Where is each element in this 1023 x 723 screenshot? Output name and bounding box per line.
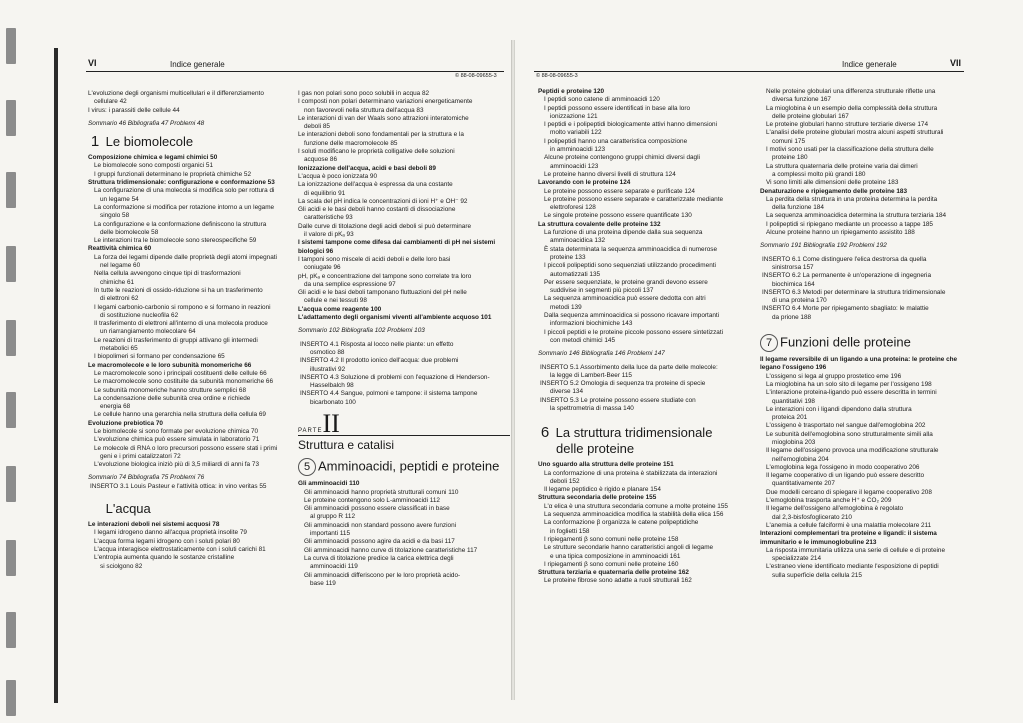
- toc-entry: I gas non polari sono poco solubili in acqua 82: [298, 90, 430, 97]
- chapter-7-heading: [760, 334, 965, 352]
- toc-entry-continuation: importanti 115: [310, 530, 351, 538]
- toc-section-heading: Composizione chimica e legami chimici 50: [88, 154, 218, 162]
- toc-entry-continuation: comuni 175: [772, 137, 806, 145]
- toc-entry: I peptidi e i polipeptidi biologicamente attivi hanno dimensioni: [544, 121, 718, 129]
- toc-entry-continuation: chimiche 61: [100, 278, 135, 286]
- toc-entry: La conformazione di una proteina è stabilizzata da interazioni: [544, 469, 718, 477]
- toc-entry: La sequenza amminoacidica determina la struttura terziaria 184: [766, 212, 947, 220]
- toc-entry: I biopolimeri si formano per condensazione 65: [94, 353, 225, 361]
- toc-entry: Il legame dell'ossigeno all'emoglobina è regolato: [766, 505, 904, 513]
- toc-entry-continuation: ionizzazione 121: [550, 112, 598, 120]
- chapter-6-entries: [538, 461, 750, 585]
- toc-entry: L'ossigeno si lega al gruppo prostetico eme 196: [766, 372, 902, 380]
- toc-entry: Nelle proteine globulari una differenza strutturale riflette una: [766, 88, 936, 95]
- toc-entry: I peptidi possono essere identificati in base alla loro: [544, 104, 691, 112]
- chapter-title: Funzioni delle proteine: [780, 334, 911, 350]
- toc-entry: L'acqua forma legami idrogeno con i soluti polari 80: [94, 537, 240, 545]
- right-column-2: [760, 88, 965, 580]
- chapter-number-circle: 7: [760, 334, 778, 352]
- toc-entry: L'anemia a cellule falciformi è una malattia molecolare 211: [766, 521, 932, 529]
- toc-entry: Alcune proteine hanno un ripiegamento assistito 188: [766, 229, 915, 237]
- toc-entry-continuation: amminoacidi 123: [550, 162, 599, 170]
- toc-section-heading: L'adattamento degli organismi viventi all'ambiente acquoso 101: [298, 314, 492, 322]
- toc-entry-continuation: specializzate 214: [772, 555, 822, 563]
- toc-entry-continuation: quantitativamente 207: [772, 480, 835, 488]
- toc-entry-continuation: la spettrometria di massa 140: [550, 404, 634, 412]
- toc-entry-continuation: geni e i primi catalizzatori 72: [100, 452, 181, 460]
- toc-entry: I tamponi sono miscele di acidi deboli e delle loro basi: [298, 255, 451, 263]
- toc-summary-line: Sommario 191 Bibliografia 192 Problemi 192: [760, 242, 887, 250]
- toc-section-heading: Il legame reversibile di un ligando a una proteina: le proteine che: [760, 356, 958, 364]
- toc-summary-line: Sommario 146 Bibliografia 146 Problemi 147: [538, 350, 665, 358]
- toc-entry-continuation: amminoacidica 132: [550, 237, 606, 245]
- toc-entry: Le interazioni di van der Waals sono attrazioni interatomiche: [298, 114, 469, 122]
- toc-entry-continuation: delle proteine globulari 167: [772, 112, 849, 120]
- toc-entry: La mioglobina ha un solo sito di legame per l'ossigeno 198: [766, 380, 932, 388]
- toc-entry: Vi sono limiti alle dimensioni delle proteine 183: [766, 179, 899, 187]
- chapter-7-entries: [760, 356, 965, 580]
- left-column-1: [88, 90, 283, 571]
- toc-summary-line: Sommario 102 Bibliografia 102 Problemi 103: [298, 327, 425, 335]
- toc-entry: La conformazione β organizza le catene polipeptidiche: [544, 519, 699, 527]
- toc-entry: La configurazione di una molecola si modifica solo per rottura di: [94, 187, 275, 195]
- toc-entry-continuation: proteine 133: [550, 253, 586, 261]
- toc-entry: Le subunità monomeriche hanno strutture semplici 68: [94, 386, 247, 394]
- toc-entry-continuation: molto variabili 122: [550, 129, 602, 137]
- toc-entry-continuation: automatizzati 135: [550, 270, 601, 278]
- right-page-number: VII: [950, 58, 962, 68]
- toc-entry-continuation: energia 68: [100, 403, 131, 411]
- toc-entry: Gli acidi e le basi deboli tamponano fluttuazioni del pH nelle: [298, 289, 467, 297]
- page-edge: [54, 48, 58, 703]
- toc-section-heading: Denaturazione e ripiegamento delle proteine 183: [760, 187, 908, 195]
- toc-entry: Le proteine fibrose sono adatte a ruoli strutturali 162: [544, 577, 692, 585]
- toc-entry: Il legame peptidico è rigido e planare 154: [544, 486, 661, 494]
- toc-entry: funzione delle macromolecole 85: [304, 139, 398, 147]
- toc-inserto-entry: INSERTO 6.4 Morte per ripiegamento sbagliato: le malattie: [762, 305, 929, 313]
- toc-section-heading: Lavorando con le proteine 124: [538, 179, 631, 187]
- toc-entry: pH, pKₐ e concentrazione del tampone sono correlate tra loro: [298, 272, 472, 280]
- toc-entry: La sequenza amminoacidica modifica la stabilità della elica 156: [544, 511, 724, 519]
- toc-entry: La conformazione si modifica per rotazione intorno a un legame: [94, 203, 275, 211]
- toc-entry-continuation: in amminoacidi 123: [550, 146, 606, 154]
- toc-entry: caratteristiche 93: [304, 214, 353, 222]
- toc-entry-continuation: di sostituzione nucleofila 62: [100, 311, 179, 319]
- toc-entry-continuation: amminoacidi 119: [310, 563, 358, 571]
- chapter-title: Le biomolecole: [105, 134, 194, 150]
- toc-inserto-entry: INSERTO 6.2 La permanente è un'operazione di ingegneria: [762, 272, 932, 280]
- toc-entry: Le singole proteine possono essere quantificate 130: [544, 212, 692, 220]
- toc-entry: acquose 86: [304, 156, 338, 164]
- toc-entry: L'evoluzione degli organismi multicellulari e il differenziamento: [88, 90, 264, 97]
- toc-entry: I peptidi sono catene di amminoacidi 120: [544, 96, 660, 104]
- right-running-head: Indice generale: [842, 60, 897, 69]
- toc-entry-continuation: si sciolgono 82: [100, 562, 143, 570]
- toc-entry: Gli amminoacidi hanno curve di titolazione caratteristiche 117: [304, 546, 478, 554]
- toc-entry: Dalla sequenza amminoacidica si possono ricavare importanti: [544, 312, 720, 320]
- left-isbn: © 88-08-09655-3: [455, 73, 497, 79]
- toc-entry: I ripiegamenti β sono comuni nelle proteine 158: [544, 535, 679, 543]
- toc-entry: Le proteine possono essere separate e caratterizzate mediante: [544, 195, 724, 203]
- toc-entry-continuation: di elettroni 62: [100, 295, 139, 303]
- toc-entry: Le proteine possono essere separate e purificate 124: [544, 187, 695, 195]
- toc-entry: La curva di titolazione predice la carica elettrica degli: [304, 554, 454, 562]
- toc-entry: I legami carbonio-carbonio si rompono e si formano in reazioni: [94, 303, 271, 311]
- left-header-rule: [86, 71, 504, 72]
- toc-entry-continuation: la legge di Lambert-Beer 115: [550, 371, 632, 379]
- water-chapter-heading: [88, 501, 283, 517]
- toc-section-heading: Struttura terziaria e quaternaria delle proteine 162: [538, 569, 689, 577]
- right-column-1: [538, 88, 750, 586]
- toc-entry-continuation: nell'emoglobina 204: [772, 455, 829, 463]
- toc-entry-continuation: suddivise in segmenti più piccoli 137: [550, 287, 654, 295]
- toc-entry-continuation: osmotico 88: [310, 348, 345, 356]
- toc-section-heading: immunitario e le immunoglobuline 213: [760, 538, 877, 546]
- chapter-5-entries: [298, 480, 510, 588]
- toc-entry: deboli 85: [304, 123, 330, 131]
- toc-section-heading: Peptidi e proteine 120: [538, 88, 605, 95]
- toc-inserto-entry: INSERTO 4.2 Il prodotto ionico dell'acqua: due problemi: [300, 357, 459, 365]
- toc-entry: di equilibrio 91: [304, 189, 346, 197]
- left-running-head: Indice generale: [170, 60, 225, 69]
- toc-entry: L'evoluzione chimica può essere simulata in laboratorio 71: [94, 436, 260, 444]
- toc-entry-continuation: mioglobina 203: [772, 438, 816, 446]
- toc-entry: Gli acidi e le basi deboli hanno costanti di dissociazione: [298, 206, 456, 214]
- toc-entry: I polipeptidi hanno una caratteristica composizione: [544, 137, 688, 145]
- toc-section-heading: Le macromolecole e le loro subunità monomeriche 66: [88, 361, 252, 369]
- toc-entry: La sequenza amminoacidica può essere dedotta con altri: [544, 295, 706, 303]
- toc-entry: La risposta immunitaria utilizza una serie di cellule e di proteine: [766, 546, 946, 554]
- toc-entry: La mioglobina è un esempio della complessità della struttura: [766, 104, 938, 112]
- toc-entry: La scala del pH indica le concentrazioni di ioni H⁺ e OH⁻ 92: [298, 197, 468, 205]
- toc-entry: I legami idrogeno danno all'acqua proprietà insolite 79: [94, 529, 247, 537]
- toc-entry: I gruppi funzionali determinano le proprietà chimiche 52: [94, 170, 252, 178]
- toc-entry: Le interazioni tra le biomolecole sono stereospecifiche 59: [94, 237, 257, 245]
- toc-entry: Gli amminoacidi non standard possono avere funzioni: [304, 521, 457, 529]
- toc-entry: L'evoluzione biologica iniziò più di 3,5 miliardi di anni fa 73: [94, 461, 259, 469]
- toc-entry-continuation: metabolici 65: [100, 345, 138, 353]
- toc-entry: cellule e nei tessuti 98: [304, 297, 367, 305]
- toc-entry: Alcune proteine contengono gruppi chimici diversi dagli: [544, 154, 700, 162]
- toc-entry: Le cellule hanno una gerarchia nella struttura della cellula 69: [94, 411, 266, 419]
- toc-entry-continuation: e una tipica composizione in amminoacidi 161: [550, 552, 681, 560]
- left-column-2: [298, 90, 510, 588]
- water-chapter-entries: [88, 521, 283, 571]
- toc-entry: L'acqua interagisce elettrostaticamente con i soluti carichi 81: [94, 545, 266, 553]
- chapter-5-heading: [298, 458, 510, 476]
- toc-entry-continuation: in foglietti 158: [550, 527, 590, 535]
- toc-entry-continuation: singolo 58: [100, 212, 130, 220]
- toc-entry-continuation: con metodi chimici 145: [550, 336, 616, 344]
- toc-entry-continuation: bicarbonato 100: [310, 398, 356, 406]
- toc-section-heading: Reattività chimica 60: [88, 245, 152, 253]
- chapter-4-heading: [88, 134, 283, 150]
- toc-section-heading: Struttura tridimensionale: configurazione e conformazione 53: [88, 179, 275, 187]
- toc-entry-continuation: sinistrorsa 157: [772, 263, 814, 271]
- toc-entry: La funzione di una proteina dipende dalla sua sequenza: [544, 229, 703, 237]
- chapter-4-entries: [88, 154, 283, 491]
- toc-entry: non favorevoli nella struttura dell'acqua 83: [304, 106, 424, 114]
- toc-entry: I soluti modificano le proprietà colligative delle soluzioni: [298, 148, 455, 156]
- toc-entry: I piccoli polipeptidi sono sequenziati utilizzando procedimenti: [544, 262, 716, 270]
- toc-entry-continuation: biochimica 164: [772, 280, 815, 288]
- toc-inserto-entry: INSERTO 4.3 Soluzione di problemi con l'equazione di Henderson-: [300, 373, 490, 381]
- toc-entry: Gli amminoacidi hanno proprietà strutturali comuni 110: [304, 488, 459, 496]
- right-header-rule: [534, 71, 964, 72]
- toc-entry-continuation: proteica 201: [772, 414, 808, 422]
- toc-section-heading: Interazioni complementari tra proteine e ligandi: il sistema: [760, 530, 937, 538]
- toc-entry: cellulare 42: [94, 98, 127, 106]
- toc-inserto-entry: INSERTO 5.2 Omologia di sequenza tra proteine di specie: [540, 380, 706, 388]
- toc-section-heading: La struttura covalente delle proteine 132: [538, 220, 661, 228]
- toc-summary-line: Sommario 74 Bibliografia 75 Problemi 76: [88, 474, 205, 482]
- toc-entry: La configurazione e la conformazione definiscono la struttura: [94, 220, 267, 228]
- toc-entry-continuation: quantitativi 198: [772, 397, 815, 405]
- toc-inserto-entry: INSERTO 4.1 Risposta al locco nelle piante: un effetto: [300, 340, 454, 348]
- toc-entry-continuation: un riarrangiamento molecolare 64: [100, 328, 196, 336]
- toc-entry-continuation: della funzione 184: [772, 204, 824, 212]
- toc-entry: Le subunità dell'emoglobina sono strutturalmente simili alla: [766, 430, 933, 438]
- chapter-number: 6: [540, 424, 550, 442]
- toc-entry: In tutte le reazioni di ossido-riduzione si ha un trasferimento: [94, 286, 263, 294]
- toc-inserto-entry: INSERTO 3.1 Louis Pasteur e l'attività ottica: in vino veritas 55: [90, 482, 267, 490]
- toc-entry-continuation: dal 2,3-bisfosfoglicerato 210: [772, 513, 852, 521]
- chapter-title-line-2: delle proteine: [556, 441, 635, 457]
- toc-entry-continuation: nel legame 60: [100, 262, 141, 270]
- toc-entry-continuation: un legame 54: [100, 195, 139, 203]
- chapter-6-heading: [538, 425, 750, 457]
- toc-entry: La perdita della struttura in una proteina determina la perdita: [766, 195, 938, 203]
- left-col1-top: [88, 90, 283, 128]
- toc-entry: Le biomolecole si sono formate per evoluzione chimica 70: [94, 427, 259, 435]
- toc-entry-continuation: illustrativi 92: [310, 365, 346, 373]
- toc-entry-continuation: delle biomolecole 58: [100, 228, 159, 236]
- left-page-number: VI: [88, 58, 97, 68]
- toc-section-heading: Struttura secondaria delle proteine 155: [538, 494, 657, 502]
- toc-entry: Le reazioni di trasferimento di gruppi attivano gli intermedi: [94, 336, 258, 344]
- toc-entry-continuation: diverse 134: [550, 388, 584, 396]
- toc-entry-continuation: informazioni biochimiche 143: [550, 320, 633, 328]
- toc-entry: coniugate 96: [304, 264, 341, 272]
- toc-section-heading: biologici 96: [298, 247, 334, 255]
- toc-entry: La forza dei legami dipende dalle proprietà degli atomi impegnati: [94, 253, 277, 261]
- toc-section-heading: I sistemi tampone come difesa dai cambiamenti di pH nei sistemi: [298, 239, 496, 247]
- toc-entry: L'analisi delle proteine globulari mostra alcuni aspetti strutturali: [766, 129, 944, 137]
- toc-section-heading: Gli amminoacidi 110: [298, 480, 360, 488]
- toc-entry: Le interazioni deboli sono fondamentali per la struttura e la: [298, 131, 464, 139]
- toc-entry: Il trasferimento di elettroni all'interno di una molecola produce: [94, 320, 268, 328]
- toc-entry-continuation: proteine 180: [772, 154, 808, 162]
- toc-section-heading: Ionizzazione dell'acqua, acidi e basi deboli 89: [298, 164, 436, 172]
- toc-entry-continuation: Hasselbalch 98: [310, 382, 354, 390]
- toc-entry: Le proteine globulari hanno strutture terziarie diverse 174: [766, 121, 928, 129]
- toc-entry: Gli amminoacidi possono agire da acidi e da basi 117: [304, 538, 455, 546]
- toc-inserto-entry: INSERTO 6.1 Come distinguere l'elica destrorsa da quella: [762, 255, 927, 263]
- toc-entry: I composti non polari determinano variazioni energeticamente: [298, 98, 473, 106]
- toc-entry: Le proteine contengono solo L-amminoacidi 112: [304, 496, 440, 504]
- toc-entry: Due modelli cercano di spiegare il legame cooperativo 208: [766, 488, 932, 496]
- right-isbn: © 88-08-09655-3: [536, 73, 578, 79]
- toc-entry: L'acqua è poco ionizzata 90: [298, 172, 378, 180]
- toc-entry-continuation: metodi 139: [550, 303, 582, 311]
- toc-entry: L'emoglobina lega l'ossigeno in modo cooperativo 206: [766, 463, 920, 471]
- right-col2-entries: [760, 88, 965, 322]
- toc-entry-continuation: di una proteina 170: [772, 297, 827, 305]
- toc-inserto-entry: INSERTO 5.1 Assorbimento della luce da parte delle molecole:: [540, 363, 718, 371]
- toc-entry-continuation: sulla superficie della cellula 215: [772, 571, 862, 579]
- toc-section-heading: Evoluzione prebiotica 70: [88, 419, 163, 427]
- chapter-title-line-1: La struttura tridimensionale: [555, 425, 713, 441]
- toc-entry: Le macromolecole sono costituite da subunità monomeriche 66: [94, 378, 274, 386]
- part-heading: [298, 408, 510, 453]
- toc-entry-continuation: al gruppo R 112: [310, 513, 356, 521]
- left-col2-entries: [298, 90, 510, 407]
- toc-entry: Le macromolecole sono i principali costituenti delle cellule 66: [94, 369, 267, 377]
- part-number: II: [322, 408, 340, 438]
- toc-entry: L'interazione proteina-ligando può essere descritta in termini: [766, 389, 937, 397]
- toc-summary-line: Sommario 46 Bibliografia 47 Problemi 48: [88, 119, 205, 127]
- chapter-number-circle: 5: [298, 458, 316, 476]
- toc-entry: La struttura quaternaria delle proteine varia dai dimeri: [766, 162, 918, 170]
- toc-entry-continuation: deboli 152: [550, 477, 580, 485]
- part-label: PARTE: [298, 427, 323, 434]
- toc-entry: Le interazioni con i ligandi dipendono dalla struttura: [766, 405, 912, 413]
- toc-entry-continuation: a complessi molto più grandi 180: [772, 170, 866, 178]
- toc-entry: Dalle curve di titolazione degli acidi deboli si può determinare: [298, 222, 471, 230]
- toc-section-heading: L'acqua come reagente 100: [298, 305, 382, 313]
- toc-section-heading: Le interazioni deboli nei sistemi acquosi 78: [88, 521, 220, 529]
- toc-entry: Gli amminoacidi differiscono per le loro proprietà acido-: [304, 571, 461, 579]
- toc-entry: Il legame cooperativo di un ligando può essere descritto: [766, 472, 925, 480]
- part-title: Struttura e catalisi: [298, 435, 510, 452]
- toc-entry: Le biomolecole sono composti organici 51: [94, 162, 214, 170]
- chapter-title: Amminoacidi, peptidi e proteine: [318, 458, 500, 474]
- toc-entry: Nella cellula avvengono cinque tipi di trasformazioni: [94, 270, 241, 278]
- toc-entry: Il legame dell'ossigeno provoca una modificazione strutturale: [766, 447, 939, 455]
- toc-entry: I motivi sono usati per la classificazione della struttura delle: [766, 146, 934, 154]
- toc-entry: L'α elica è una struttura secondaria comune a molte proteine 155: [544, 502, 728, 510]
- toc-entry: I ripiegamenti β sono comuni nelle proteine 160: [544, 560, 679, 568]
- toc-entry: L'entropia aumenta quando le sostanze cristalline: [94, 554, 235, 562]
- toc-entry: La ionizzazione dell'acqua è espressa da una costante: [298, 181, 453, 189]
- toc-inserto-entry: INSERTO 4.4 Sangue, polmoni e tampone: il sistema tampone: [300, 390, 478, 398]
- toc-entry: Le strutture secondarie hanno caratteristici angoli di legame: [544, 544, 714, 552]
- toc-entry-continuation: base 119: [310, 579, 336, 587]
- toc-entry: La condensazione delle subunità crea ordine e richiede: [94, 394, 251, 402]
- toc-inserto-entry: INSERTO 6.3 Metodi per determinare la struttura tridimensionale: [762, 288, 946, 296]
- toc-entry: I piccoli peptidi e le proteine piccole possono essere sintetizzati: [544, 328, 724, 336]
- toc-entry: Le proteine hanno diversi livelli di struttura 124: [544, 170, 676, 178]
- right-col1-entries: [538, 88, 750, 413]
- toc-section-heading: legano l'ossigeno 196: [760, 364, 827, 372]
- toc-entry: I virus: i parassiti delle cellule 44: [88, 106, 180, 114]
- toc-entry: Per essere sequenziate, le proteine grandi devono essere: [544, 278, 708, 286]
- toc-entry: L'estraneo viene identificato mediante l'esposizione di peptidi: [766, 563, 939, 571]
- toc-entry-continuation: da prione 188: [772, 313, 812, 321]
- toc-entry: Le molecole di RNA o loro precursori possono essere stati i primi: [94, 444, 278, 452]
- toc-entry-continuation: diversa funzione 167: [772, 96, 831, 104]
- toc-inserto-entry: INSERTO 5.3 Le proteine possono essere studiate con: [540, 396, 696, 404]
- chapter-number: 1: [90, 133, 100, 151]
- toc-section-heading: Uno sguardo alla struttura delle proteine 151: [538, 461, 674, 469]
- toc-entry: I polipeptidi si ripiegano mediante un processo a tappe 185: [766, 220, 933, 228]
- toc-entry: Gli amminoacidi possono essere classificati in base: [304, 505, 450, 513]
- chapter-title: L'acqua: [105, 501, 151, 517]
- toc-entry: da una semplice espressione 97: [304, 280, 396, 288]
- toc-entry-continuation: elettroforesi 128: [550, 204, 596, 212]
- toc-entry: il valore di pKₐ 93: [304, 231, 354, 239]
- toc-entry: L'ossigeno è trasportato nel sangue dall'emoglobina 202: [766, 422, 926, 430]
- toc-entry: L'emoglobina trasporta anche H⁺ e CO₂ 209: [766, 497, 892, 505]
- toc-entry: È stata determinata la sequenza amminoacidica di numerose: [544, 245, 717, 253]
